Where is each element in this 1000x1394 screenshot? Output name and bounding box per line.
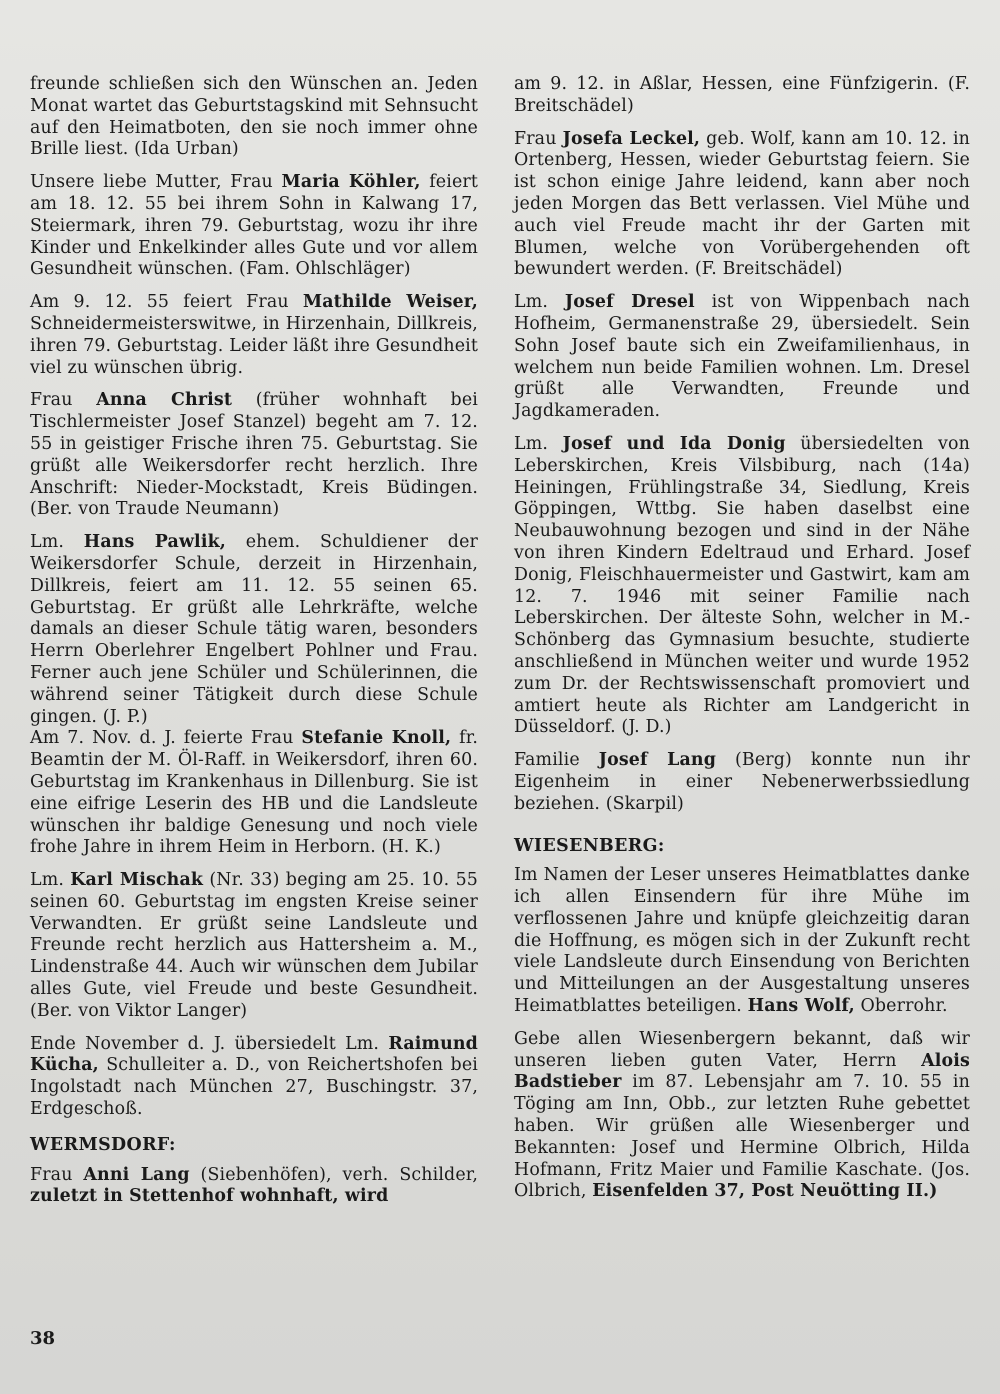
text: (Siebenhöfen), verh. Schilder, [189,1164,478,1185]
text: fr. Beamtin der M. Öl-Raff. in Weikersdorf, ihren 60. Geburtstag im Krankenhaus in Dillenburg. Sie ist eine eifrige Leserin des HB und die Landsleute wünschen ihr baldige Genesung und noch viele frohe Jahre in ihrem Heim in Herborn. (H. K.) [30,728,478,858]
paragraph-wolf [514,865,970,1018]
person-name: Josef Dresel [564,292,695,313]
paragraph-dresel [514,292,970,423]
paragraph-donig [514,434,970,739]
paragraph-knoll [30,728,478,859]
person-name: Hans Pawlik, [83,532,226,553]
text: Am 7. Nov. d. J. feierte Frau [30,728,302,749]
paragraph-kuecha [30,1034,478,1121]
text: feiert am 18. 12. 55 bei ihrem Sohn in Kalwang 17, Steiermark, ihren 79. Geburtstag, wozu ihr ihre Kinder und Enkelkinder alles Gute und vor allem Gesundheit wünschen. (Fam. Ohlschläger) [30,172,478,280]
bold-text: Eisenfelden 37, Post Neuötting II.) [592,1181,938,1202]
text: Lm. [30,532,84,553]
left-column [30,74,478,1219]
text: Schneidermeisterswitwe, in Hirzenhain, Dillkreis, ihren 79. Geburtstag. Leider läßt ihre Gesundheit viel zu wünschen übrig. [30,313,478,378]
person-name: Hans Wolf, [747,996,855,1017]
text: Frau [514,128,563,149]
text: Frau [30,1164,84,1185]
text: Am 9. 12. 55 feiert Frau [30,292,303,313]
text: ehem. Schuldiener der Weikersdorfer Schule, derzeit in Hirzenhain, Dillkreis, feiert am 11. 12. 55 seinen 65. Geburtstag. Er grüßt alle Lehrkräfte, welche damals an dieser Schule tätig waren, besonders Herrn Oberlehrer Engelbert Pohlner und Frau. Ferner auch jene Schüler und Schülerinnen, die während seiner Tätigkeit durch diese Schule gingen. (J. P.) [30,532,478,727]
person-name: Maria Köhler, [281,172,421,193]
person-name: Josef Lang [598,750,717,771]
paragraph-pawlik [30,532,478,728]
person-name: Josefa Leckel, [562,128,701,149]
paragraph-weiser [30,292,478,379]
text: ist von Wippenbach nach Hofheim, Germanenstraße 29, übersiedelt. Sein Sohn Josef baute sich ein Zweifamilienhaus, in welchem nun beide Familien wohnen. Lm. Dresel grüßt alle Verwandten, Freunde und Jagdkameraden. [514,292,970,422]
text: Familie [514,750,599,771]
text: Lm. [514,433,563,454]
text: geb. Wolf, kann am 10. 12. in Ortenberg, Hessen, wieder Geburtstag feiern. Sie ist schon einige Jahre leidend, kann aber noch jeden Morgen das Bett verlassen. Viel Mühe und auch viel Freude macht ihr der Garten mit Blumen, welche von Vorübergehenden oft bewundert werden. (F. Breitschädel) [514,128,971,280]
person-name: Anni Lang [83,1164,190,1185]
section-heading-wermsdorf: WERMSDORF: [30,1134,176,1155]
paragraph-lang-anni [30,1165,478,1209]
person-name: Anna Christ [96,390,233,411]
person-name: Josef und Ida Donig [562,433,786,454]
text: Gebe allen Wiesenbergern bekannt, daß wir unseren lieben guten Vater, Herrn [514,1028,970,1071]
page-number: 38 [30,1328,56,1349]
text: Lm. [514,292,565,313]
text: Ende November d. J. übersiedelt Lm. [30,1033,389,1054]
person-name: Raimund Kücha, [30,1033,478,1076]
text: (früher wohnhaft bei Tischlermeister Josef Stanzel) begeht am 7. 12. 55 in geistiger Frische ihren 75. Geburtstag. Sie grüßt alle Weikersdorfer recht herzlich. Ihre Anschrift: Nieder-Mockstadt, Kreis Büdingen. (Ber. von Traude Neumann) [30,390,478,520]
paragraph-leckel [514,129,970,282]
bold-text: zuletzt in Stettenhof wohnhaft, wird [30,1186,389,1207]
text: übersiedelten von Leberskirchen, Kreis Vilsbiburg, nach (14a) Heiningen, Frühlingstraße 34, Siedlung, Kreis Göppingen, Wttbg. Sie haben daselbst eine Neubauwohnung bezogen und sind in der Nähe von ihren Kindern Edeltraud und Erhard. Josef Donig, Fleischhauermeister und Gastwirt, kam am 12. 7. 1946 mit seiner Familie nach Leberskirchen. Der älteste Sohn, welcher in M.-Schönberg das Gymnasium besuchte, studierte anschließend in München weiter und wurde 1952 zum Dr. der Rechtswissenschaft promoviert und amtiert heute als Richter am Landgericht in Düsseldorf. (J. D.) [514,433,970,738]
text: Lm. [30,870,71,891]
right-column [514,74,970,1214]
text: Frau [30,390,97,411]
text: Unsere liebe Mutter, Frau [30,172,282,193]
person-name: Alois Badstieber [514,1050,970,1093]
person-name: Mathilde Weiser, [302,292,478,313]
text: Im Namen der Leser unseres Heimatblattes danke ich allen Einsendern für ihre Mühe im verflossenen Jahre und knüpfe gleichzeitig daran die Hoffnung, es mögen sich in der Zukunft recht viele Landsleute durch Einsendung von Berichten und Mitteilungen an der Ausgestaltung unseres Heimatblattes beteiligen. [514,865,970,1017]
text: (Nr. 33) beging am 25. 10. 55 seinen 60. Geburtstag im engsten Kreise seiner Verwandten. Er grüßt seine Landsleute und Freunde recht herzlich aus Hattersheim a. M., Lindenstraße 44. Auch wir wünschen dem Jubilar alles Gute, viel Freude und beste Gesundheit. (Ber. von Viktor Langer) [30,870,478,1021]
paragraph-koehler [30,172,478,281]
text: Oberrohr. [854,996,948,1017]
paragraph-mischak [30,870,478,1023]
paragraph-badstieber [514,1029,970,1203]
paragraph-urban: freunde schließen sich den Wünschen an. Jeden Monat wartet das Geburtstagskind mit Sehnsucht auf den Heimatboten, den sie noch immer ohne Brille liest. (Ida Urban) [30,74,478,160]
person-name: Karl Mischak [70,870,204,891]
text: (Berg) konnte nun ihr Eigenheim in einer Nebenerwerbssiedlung beziehen. (Skarpil) [514,750,970,814]
paragraph-lang-josef [514,750,970,815]
person-name: Stefanie Knoll, [301,728,452,749]
paragraph-christ [30,390,478,521]
text: im 87. Lebensjahr am 7. 10. 55 in Töging am Inn, Obb., zur letzten Ruhe gebettet haben. Wir grüßen alle Wiesenberger und Bekannten: Josef und Hermine Olbrich, Hilda Hofmann, Fritz Maier und Familie Kaschate. (Jos. Olbrich, [514,1072,970,1202]
paragraph-fuenfzigerin: am 9. 12. in Aßlar, Hessen, eine Fünfzigerin. (F. Breitschädel) [514,74,970,116]
text: Schulleiter a. D., von Reichertshofen bei Ingolstadt nach München 27, Buschingstr. 37, Erdgeschoß. [30,1055,478,1120]
section-heading-wiesenberg: WIESENBERG: [514,835,665,856]
